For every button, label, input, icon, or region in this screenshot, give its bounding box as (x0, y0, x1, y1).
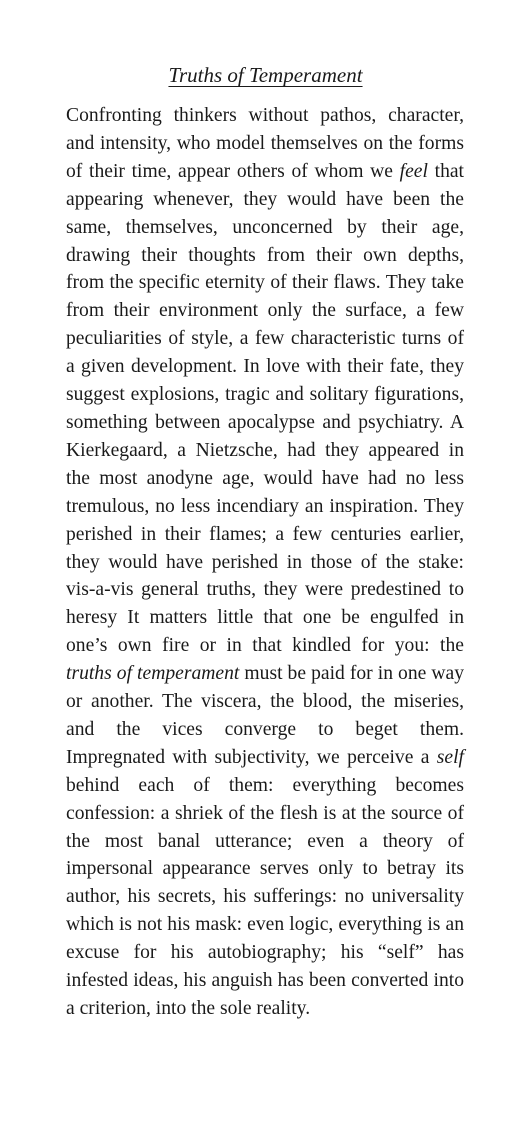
emphasis-text: feel (399, 160, 428, 182)
emphasis-text: truths of temperament (66, 663, 240, 685)
body-paragraph (66, 102, 464, 1023)
emphasis-text: self (436, 746, 464, 768)
text-run: Confronting thinkers without pathos, character, and intensity, who model themselves on the forms of their time, appear others of whom we (66, 105, 464, 182)
text-run: that appearing whenever, they would have been the same, themselves, unconcerned by their age, drawing their thoughts from their own depths, from the specific eternity of their flaws. They take from their environment only the surface, a few peculiarities of style, a few characteristic turns of a given development. In love with their fate, they suggest explosions, tragic and solitary figurations, something between apocalypse and psychiatry. A Kierkegaard, a Nietzsche, had they appeared in the most anodyne age, would have had no less tremulous, no less incendiary an inspiration. They perished in their flames; a few centuries earlier, they would have perished in those of the stake: vis-a-vis general truths, they were predestined to heresy It matters little that one be engulfed in one’s own fire or in that kindled for you: the (66, 160, 465, 657)
page-title: Truths of Temperament (168, 63, 363, 87)
text-run: must be paid for in one way or another. The viscera, the blood, the miseries, and the vices converge to beget them. Impregnated with subjectivity, we perceive a (66, 663, 465, 768)
text-run: behind each of them: everything becomes confession: a shriek of the flesh is at the source of the most banal utterance; even a theory of impersonal appearance serves only to betray its author, his secrets, his sufferings: no universality which is not his mask: even logic, everything is an excuse for his autobiography; his “self” has infested ideas, his anguish has been converted into a criterion, into the sole reality. (66, 774, 464, 1019)
